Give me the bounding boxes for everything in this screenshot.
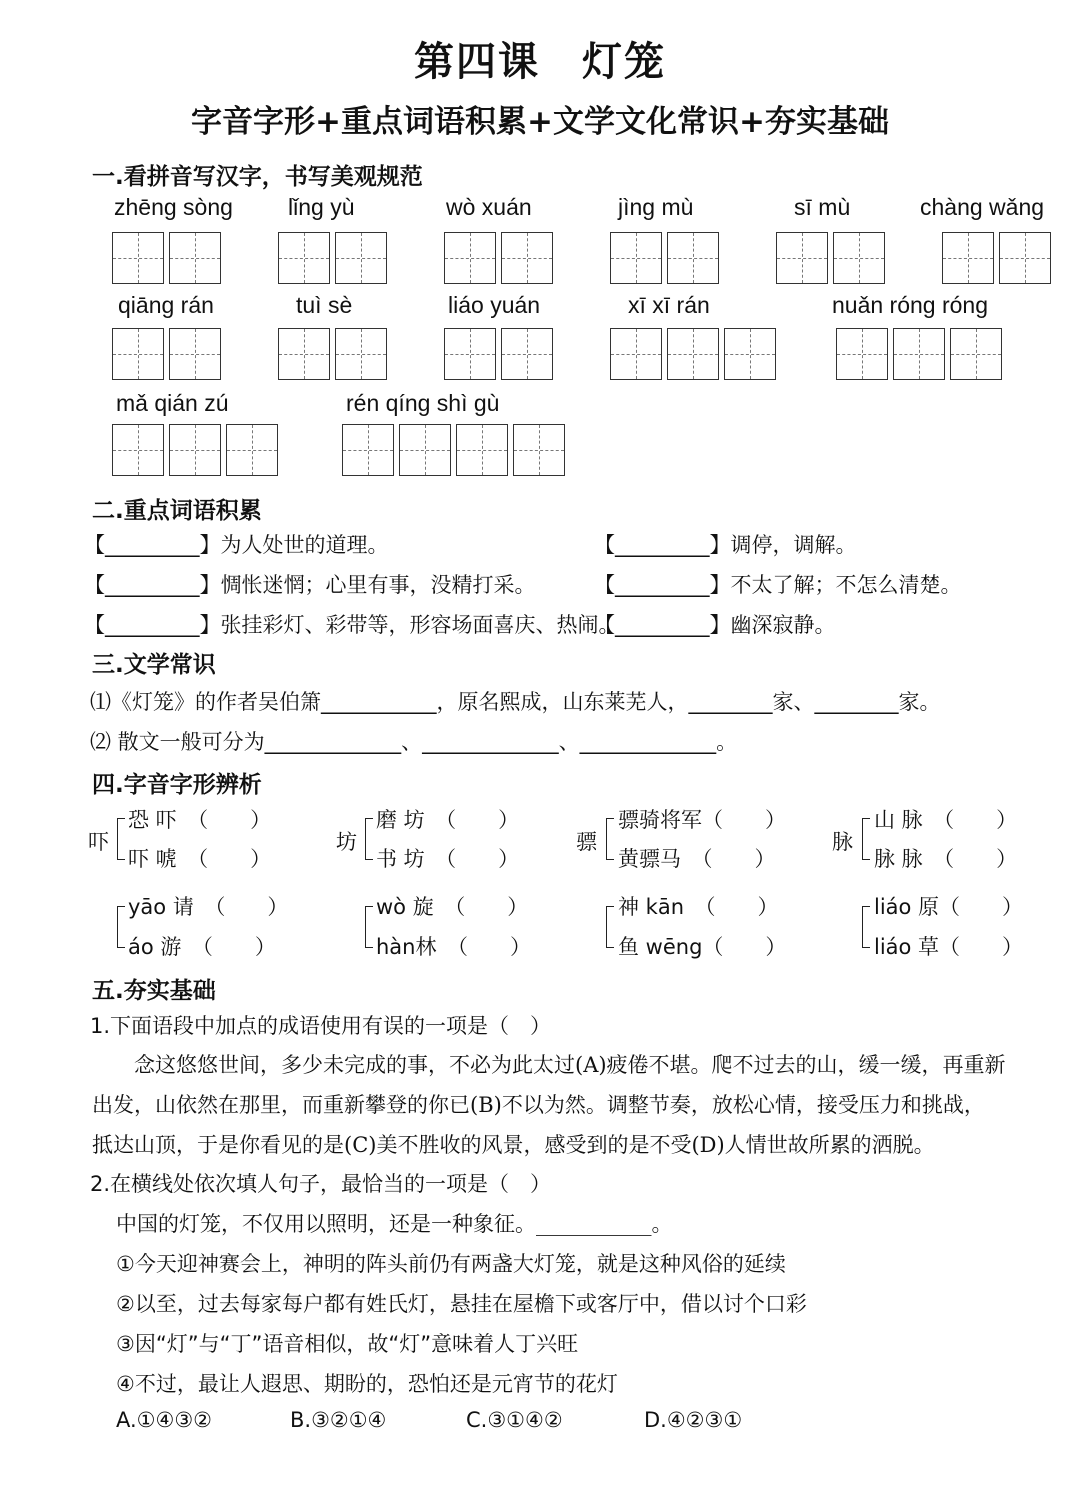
writing-grid[interactable] [278, 232, 392, 284]
literature-q1: ⑴《灯笼》的作者吴伯箫___________，原名熙成，山东莱芜人，________家、________家。 [90, 690, 941, 714]
writing-grid[interactable] [112, 232, 226, 284]
char-item: 磨 坊 （ ） [376, 808, 520, 832]
char-key: 坊 [336, 830, 357, 854]
writing-grid[interactable] [610, 328, 781, 380]
writing-grid[interactable] [112, 424, 283, 476]
pinyin-label: zhēng sòng [114, 194, 233, 220]
answer-choice-c[interactable]: C.③①④② [466, 1408, 563, 1432]
char-item: yāo 请 （ ） [128, 895, 289, 919]
writing-grid[interactable] [342, 424, 570, 476]
answer-choice-b[interactable]: B.③②①④ [290, 1408, 387, 1432]
pinyin-label: lǐng yù [288, 194, 355, 220]
option-sentence: ④不过，最让人遐思、期盼的，恐怕还是元宵节的花灯 [116, 1372, 618, 1396]
char-item: 恐 吓 （ ） [128, 808, 272, 832]
option-sentence: ②以至，过去每家每户都有姓氏灯，悬挂在屋檐下或客厅中，借以讨个口彩 [116, 1292, 807, 1316]
writing-grid[interactable] [112, 328, 226, 380]
char-item: 神 kān （ ） [618, 895, 779, 919]
char-key: 骠 [576, 830, 597, 854]
writing-grid[interactable] [444, 328, 558, 380]
vocab-item: 【_________】不太了解；不怎么清楚。 [594, 573, 962, 597]
answer-choice-d[interactable]: D.④②③① [644, 1408, 743, 1432]
char-item: 书 坊 （ ） [376, 847, 520, 871]
pinyin-label: liáo yuán [448, 292, 541, 318]
pinyin-label: wò xuán [446, 194, 532, 220]
vocab-item: 【_________】调停，调解。 [594, 533, 857, 557]
section-2-heading: 二.重点词语积累 [92, 498, 262, 524]
question-stem: 中国的灯笼，不仅用以照明，还是一种象征。___________。 [116, 1212, 673, 1236]
char-item: 吓 唬 （ ） [128, 847, 272, 871]
page-subtitle: 字音字形+重点词语积累+文学文化常识+夯实基础 [191, 104, 889, 140]
writing-grid[interactable] [836, 328, 1007, 380]
option-sentence: ③因“灯”与“丁”语音相似，故“灯”意味着人丁兴旺 [116, 1332, 579, 1356]
char-item: áo 游 （ ） [128, 935, 276, 959]
writing-grid[interactable] [942, 232, 1056, 284]
passage-line: 出发，山依然在那里，而重新攀登的你已(B)不以为然。调整节奏，放松心情，接受压力和挑战， [92, 1093, 985, 1117]
char-item: hàn林 （ ） [376, 935, 531, 959]
char-item: 鱼 wēng（ ） [618, 935, 787, 959]
pinyin-label: tuì sè [296, 292, 353, 318]
literature-q2: ⑵ 散文一般可分为_____________、_____________、_____________。 [90, 730, 738, 754]
option-sentence: ①今天迎神赛会上，神明的阵头前仍有两盏大灯笼，就是这种风俗的延续 [116, 1252, 786, 1276]
section-5-heading: 五.夯实基础 [92, 978, 216, 1004]
char-item: liáo 原（ ） [874, 895, 1024, 919]
char-item: 骠骑将军（ ） [618, 808, 786, 832]
answer-choice-a[interactable]: A.①④③② [116, 1408, 212, 1432]
char-item: 黄骠马 （ ） [618, 847, 776, 871]
pinyin-label: xī xī rán [628, 292, 710, 318]
question-2: 2.在横线处依次填人句子，最恰当的一项是（ ） [90, 1172, 552, 1196]
char-item: wò 旋 （ ） [376, 895, 529, 919]
question-1: 1.下面语段中加点的成语使用有误的一项是（ ） [90, 1014, 552, 1038]
char-key: 吓 [88, 830, 109, 854]
pinyin-label: nuǎn róng róng [832, 292, 989, 318]
pinyin-label: qiāng rán [118, 292, 214, 318]
pinyin-label: rén qíng shì gù [346, 390, 500, 416]
section-3-heading: 三.文学常识 [92, 652, 216, 678]
vocab-item: 【_________】惆怅迷惘；心里有事，没精打采。 [84, 573, 536, 597]
writing-grid[interactable] [444, 232, 558, 284]
vocab-item: 【_________】张挂彩灯、彩带等，形容场面喜庆、热闹。 [84, 613, 620, 637]
pinyin-label: sī mù [794, 194, 851, 220]
passage-line: 抵达山顶，于是你看见的是(C)美不胜收的风景，感受到的是不受(D)人情世故所累的洒脱。 [92, 1133, 935, 1157]
pinyin-label: jìng mù [618, 194, 694, 220]
char-key: 脉 [832, 830, 853, 854]
section-4-heading: 四.字音字形辨析 [92, 772, 262, 798]
vocab-item: 【_________】幽深寂静。 [594, 613, 836, 637]
writing-grid[interactable] [278, 328, 392, 380]
pinyin-label: mǎ qián zú [116, 390, 229, 416]
pinyin-label: chàng wǎng [920, 194, 1045, 220]
passage-line: 念这悠悠世间，多少未完成的事，不必为此太过(A)疲倦不堪。爬不过去的山，缓一缓，再重新 [92, 1053, 1006, 1077]
writing-grid[interactable] [610, 232, 724, 284]
char-item: 山 脉 （ ） [874, 808, 1018, 832]
char-item: 脉 脉 （ ） [874, 847, 1018, 871]
writing-grid[interactable] [776, 232, 890, 284]
char-item: liáo 草（ ） [874, 935, 1024, 959]
page-title: 第四课 灯笼 [414, 39, 666, 85]
section-1-heading: 一.看拼音写汉字，书写美观规范 [92, 164, 423, 190]
vocab-item: 【_________】为人处世的道理。 [84, 533, 389, 557]
